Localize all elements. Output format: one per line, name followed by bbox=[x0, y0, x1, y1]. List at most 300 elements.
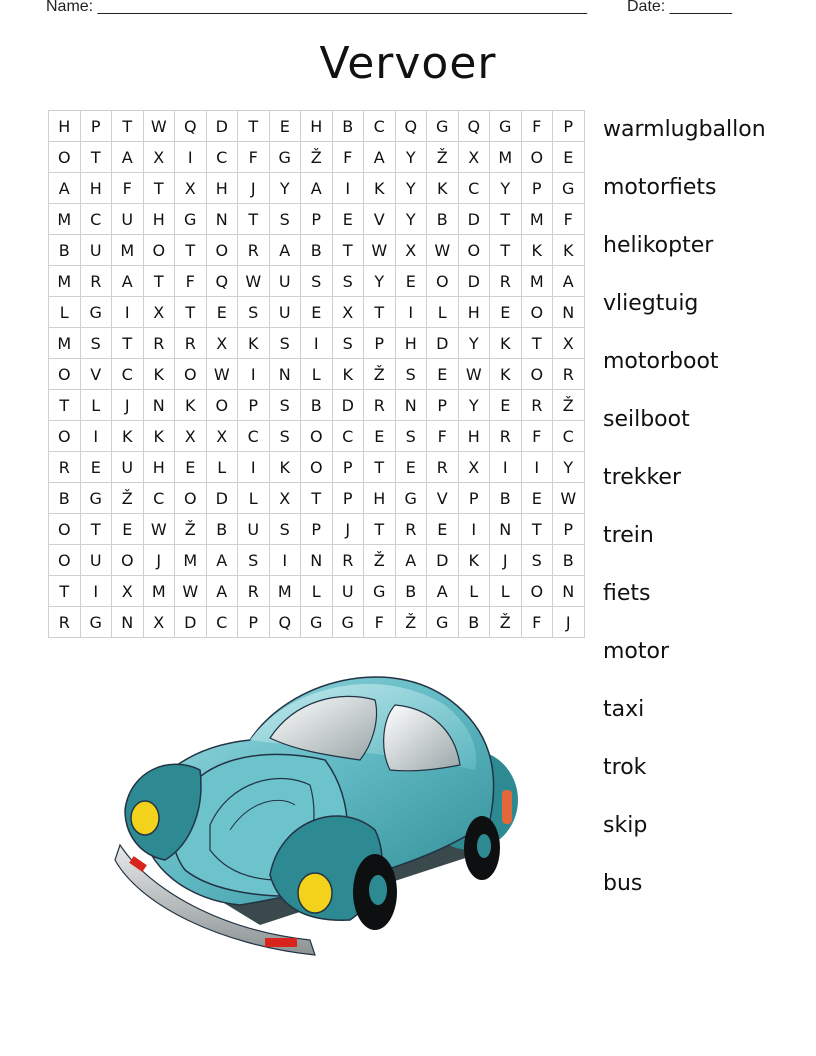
grid-cell: D bbox=[175, 607, 207, 638]
grid-cell: U bbox=[81, 235, 113, 266]
grid-cell: T bbox=[301, 483, 333, 514]
grid-cell: S bbox=[333, 328, 365, 359]
grid-cell: V bbox=[364, 204, 396, 235]
grid-cell: T bbox=[364, 297, 396, 328]
grid-cell: C bbox=[238, 421, 270, 452]
grid-cell: R bbox=[490, 421, 522, 452]
grid-cell: P bbox=[301, 514, 333, 545]
word-list-item: bus bbox=[603, 871, 643, 896]
grid-cell: O bbox=[522, 142, 554, 173]
grid-cell: V bbox=[81, 359, 113, 390]
grid-cell: P bbox=[333, 452, 365, 483]
grid-cell: C bbox=[207, 607, 239, 638]
grid-cell: T bbox=[522, 514, 554, 545]
grid-cell: J bbox=[553, 607, 585, 638]
grid-cell: E bbox=[301, 297, 333, 328]
grid-cell: Q bbox=[175, 111, 207, 142]
grid-cell: C bbox=[207, 142, 239, 173]
grid-cell: H bbox=[144, 452, 176, 483]
grid-cell: G bbox=[396, 483, 428, 514]
grid-cell: C bbox=[144, 483, 176, 514]
grid-cell: N bbox=[490, 514, 522, 545]
grid-cell: S bbox=[270, 328, 302, 359]
grid-cell: S bbox=[270, 514, 302, 545]
grid-cell: H bbox=[144, 204, 176, 235]
grid-cell: N bbox=[553, 576, 585, 607]
word-list-item: fiets bbox=[603, 581, 651, 606]
grid-cell: Q bbox=[459, 111, 491, 142]
grid-cell: O bbox=[175, 359, 207, 390]
grid-cell: M bbox=[522, 204, 554, 235]
grid-cell: W bbox=[364, 235, 396, 266]
grid-cell: X bbox=[207, 421, 239, 452]
grid-cell: T bbox=[81, 142, 113, 173]
grid-cell: A bbox=[396, 545, 428, 576]
grid-cell: H bbox=[459, 421, 491, 452]
grid-cell: I bbox=[270, 545, 302, 576]
grid-cell: T bbox=[175, 297, 207, 328]
grid-cell: W bbox=[144, 514, 176, 545]
grid-cell: O bbox=[144, 235, 176, 266]
grid-cell: R bbox=[333, 545, 365, 576]
grid-cell: H bbox=[301, 111, 333, 142]
grid-cell: T bbox=[144, 173, 176, 204]
grid-cell: O bbox=[175, 483, 207, 514]
grid-cell: X bbox=[396, 235, 428, 266]
grid-cell: P bbox=[238, 390, 270, 421]
grid-cell: R bbox=[49, 452, 81, 483]
grid-cell: S bbox=[270, 421, 302, 452]
grid-cell: K bbox=[364, 173, 396, 204]
grid-cell: T bbox=[112, 111, 144, 142]
grid-cell: I bbox=[175, 142, 207, 173]
word-search-grid bbox=[48, 110, 585, 638]
grid-cell: R bbox=[490, 266, 522, 297]
word-list-item: vliegtuig bbox=[603, 291, 699, 316]
grid-cell: I bbox=[459, 514, 491, 545]
grid-cell: X bbox=[333, 297, 365, 328]
grid-cell: T bbox=[364, 514, 396, 545]
grid-cell: K bbox=[459, 545, 491, 576]
grid-cell: M bbox=[49, 204, 81, 235]
grid-cell: H bbox=[459, 297, 491, 328]
grid-cell: B bbox=[49, 235, 81, 266]
grid-cell: A bbox=[270, 235, 302, 266]
grid-cell: T bbox=[49, 390, 81, 421]
grid-cell: K bbox=[333, 359, 365, 390]
grid-cell: O bbox=[49, 545, 81, 576]
grid-cell: N bbox=[396, 390, 428, 421]
grid-cell: E bbox=[270, 111, 302, 142]
grid-cell: P bbox=[553, 111, 585, 142]
grid-cell: O bbox=[207, 235, 239, 266]
grid-cell: Ž bbox=[175, 514, 207, 545]
grid-cell: U bbox=[112, 452, 144, 483]
grid-cell: I bbox=[522, 452, 554, 483]
grid-cell: F bbox=[522, 111, 554, 142]
grid-cell: K bbox=[144, 421, 176, 452]
grid-cell: P bbox=[364, 328, 396, 359]
grid-cell: R bbox=[49, 607, 81, 638]
grid-cell: I bbox=[238, 452, 270, 483]
grid-cell: T bbox=[522, 328, 554, 359]
grid-cell: R bbox=[144, 328, 176, 359]
grid-cell: W bbox=[459, 359, 491, 390]
grid-cell: O bbox=[49, 514, 81, 545]
grid-cell: S bbox=[396, 421, 428, 452]
grid-cell: A bbox=[207, 576, 239, 607]
grid-cell: K bbox=[144, 359, 176, 390]
grid-cell: L bbox=[301, 576, 333, 607]
grid-cell: N bbox=[553, 297, 585, 328]
grid-cell: G bbox=[427, 111, 459, 142]
grid-cell: S bbox=[270, 390, 302, 421]
grid-cell: Ž bbox=[112, 483, 144, 514]
grid-cell: S bbox=[396, 359, 428, 390]
grid-cell: G bbox=[490, 111, 522, 142]
grid-cell: C bbox=[81, 204, 113, 235]
grid-cell: K bbox=[427, 173, 459, 204]
grid-cell: O bbox=[207, 390, 239, 421]
grid-cell: Y bbox=[270, 173, 302, 204]
grid-cell: R bbox=[175, 328, 207, 359]
grid-cell: E bbox=[553, 142, 585, 173]
car-illustration bbox=[110, 660, 530, 960]
grid-cell: B bbox=[396, 576, 428, 607]
grid-cell: X bbox=[270, 483, 302, 514]
grid-cell: U bbox=[112, 204, 144, 235]
grid-cell: L bbox=[490, 576, 522, 607]
grid-cell: U bbox=[238, 514, 270, 545]
grid-cell: R bbox=[553, 359, 585, 390]
grid-cell: L bbox=[81, 390, 113, 421]
grid-cell: Ž bbox=[427, 142, 459, 173]
grid-cell: B bbox=[301, 235, 333, 266]
grid-cell: J bbox=[490, 545, 522, 576]
grid-cell: O bbox=[522, 576, 554, 607]
word-list-item: motorboot bbox=[603, 349, 719, 374]
grid-cell: B bbox=[333, 111, 365, 142]
grid-cell: P bbox=[333, 483, 365, 514]
grid-cell: T bbox=[490, 204, 522, 235]
grid-cell: W bbox=[175, 576, 207, 607]
grid-cell: Ž bbox=[553, 390, 585, 421]
grid-cell: F bbox=[238, 142, 270, 173]
grid-cell: D bbox=[459, 204, 491, 235]
grid-cell: X bbox=[112, 576, 144, 607]
grid-cell: G bbox=[175, 204, 207, 235]
grid-cell: F bbox=[333, 142, 365, 173]
grid-cell: G bbox=[553, 173, 585, 204]
grid-cell: T bbox=[238, 204, 270, 235]
grid-cell: M bbox=[49, 328, 81, 359]
grid-cell: J bbox=[333, 514, 365, 545]
grid-cell: T bbox=[238, 111, 270, 142]
grid-cell: K bbox=[522, 235, 554, 266]
grid-cell: Ž bbox=[396, 607, 428, 638]
grid-cell: G bbox=[427, 607, 459, 638]
grid-cell: X bbox=[459, 142, 491, 173]
grid-cell: M bbox=[522, 266, 554, 297]
grid-cell: J bbox=[238, 173, 270, 204]
grid-cell: O bbox=[522, 297, 554, 328]
grid-cell: Q bbox=[396, 111, 428, 142]
grid-cell: T bbox=[112, 328, 144, 359]
grid-cell: I bbox=[301, 328, 333, 359]
grid-cell: O bbox=[301, 421, 333, 452]
grid-cell: H bbox=[364, 483, 396, 514]
grid-cell: G bbox=[81, 483, 113, 514]
grid-cell: P bbox=[301, 204, 333, 235]
grid-cell: F bbox=[553, 204, 585, 235]
grid-cell: Y bbox=[459, 328, 491, 359]
grid-cell: S bbox=[301, 266, 333, 297]
grid-cell: S bbox=[238, 297, 270, 328]
word-list-item: motor bbox=[603, 639, 670, 664]
grid-cell: F bbox=[522, 607, 554, 638]
grid-cell: A bbox=[112, 142, 144, 173]
grid-cell: O bbox=[49, 421, 81, 452]
grid-cell: F bbox=[175, 266, 207, 297]
grid-cell: U bbox=[333, 576, 365, 607]
grid-cell: Ž bbox=[490, 607, 522, 638]
grid-cell: L bbox=[238, 483, 270, 514]
grid-cell: J bbox=[112, 390, 144, 421]
grid-cell: F bbox=[427, 421, 459, 452]
grid-cell: V bbox=[427, 483, 459, 514]
grid-cell: A bbox=[112, 266, 144, 297]
grid-cell: Y bbox=[396, 204, 428, 235]
grid-cell: D bbox=[459, 266, 491, 297]
grid-cell: Y bbox=[396, 173, 428, 204]
grid-cell: D bbox=[207, 111, 239, 142]
grid-cell: D bbox=[427, 328, 459, 359]
grid-cell: T bbox=[175, 235, 207, 266]
grid-cell: I bbox=[238, 359, 270, 390]
grid-cell: M bbox=[144, 576, 176, 607]
grid-cell: G bbox=[301, 607, 333, 638]
grid-cell: T bbox=[144, 266, 176, 297]
grid-cell: A bbox=[364, 142, 396, 173]
grid-cell: E bbox=[175, 452, 207, 483]
grid-cell: L bbox=[459, 576, 491, 607]
grid-cell: I bbox=[396, 297, 428, 328]
grid-cell: B bbox=[301, 390, 333, 421]
grid-cell: X bbox=[175, 421, 207, 452]
grid-cell: O bbox=[49, 142, 81, 173]
page-title: Vervoer bbox=[319, 38, 497, 89]
grid-cell: Ž bbox=[301, 142, 333, 173]
word-list-item: warmlugballon bbox=[603, 117, 766, 142]
grid-cell: O bbox=[301, 452, 333, 483]
grid-cell: N bbox=[270, 359, 302, 390]
grid-cell: T bbox=[364, 452, 396, 483]
grid-cell: S bbox=[238, 545, 270, 576]
grid-cell: H bbox=[49, 111, 81, 142]
grid-cell: R bbox=[427, 452, 459, 483]
grid-cell: O bbox=[522, 359, 554, 390]
word-list-item: motorfiets bbox=[603, 175, 717, 200]
grid-cell: X bbox=[207, 328, 239, 359]
grid-cell: A bbox=[427, 576, 459, 607]
grid-cell: P bbox=[81, 111, 113, 142]
grid-cell: O bbox=[459, 235, 491, 266]
grid-cell: K bbox=[490, 359, 522, 390]
grid-cell: H bbox=[81, 173, 113, 204]
grid-cell: G bbox=[270, 142, 302, 173]
grid-cell: K bbox=[175, 390, 207, 421]
word-list-item: taxi bbox=[603, 697, 645, 722]
grid-cell: O bbox=[49, 359, 81, 390]
grid-cell: Y bbox=[396, 142, 428, 173]
grid-cell: R bbox=[396, 514, 428, 545]
grid-cell: A bbox=[301, 173, 333, 204]
grid-cell: E bbox=[490, 297, 522, 328]
word-list-item: trein bbox=[603, 523, 654, 548]
grid-cell: P bbox=[238, 607, 270, 638]
grid-cell: W bbox=[427, 235, 459, 266]
grid-cell: P bbox=[427, 390, 459, 421]
grid-cell: I bbox=[112, 297, 144, 328]
grid-cell: Y bbox=[553, 452, 585, 483]
grid-cell: N bbox=[207, 204, 239, 235]
grid-cell: L bbox=[49, 297, 81, 328]
grid-cell: B bbox=[490, 483, 522, 514]
grid-cell: B bbox=[459, 607, 491, 638]
grid-cell: X bbox=[175, 173, 207, 204]
grid-cell: P bbox=[553, 514, 585, 545]
grid-cell: C bbox=[364, 111, 396, 142]
grid-cell: T bbox=[81, 514, 113, 545]
grid-cell: U bbox=[81, 545, 113, 576]
grid-cell: Ž bbox=[364, 359, 396, 390]
grid-cell: M bbox=[175, 545, 207, 576]
grid-cell: E bbox=[364, 421, 396, 452]
grid-cell: I bbox=[490, 452, 522, 483]
grid-cell: R bbox=[81, 266, 113, 297]
grid-cell: E bbox=[81, 452, 113, 483]
grid-cell: D bbox=[427, 545, 459, 576]
grid-cell: L bbox=[427, 297, 459, 328]
word-list bbox=[603, 112, 803, 924]
grid-cell: T bbox=[490, 235, 522, 266]
grid-cell: F bbox=[522, 421, 554, 452]
grid-cell: A bbox=[553, 266, 585, 297]
grid-cell: K bbox=[553, 235, 585, 266]
grid-cell: M bbox=[49, 266, 81, 297]
grid-cell: M bbox=[112, 235, 144, 266]
grid-cell: C bbox=[333, 421, 365, 452]
grid-cell: I bbox=[333, 173, 365, 204]
grid-cell: I bbox=[81, 421, 113, 452]
grid-cell: Q bbox=[270, 607, 302, 638]
grid-cell: H bbox=[396, 328, 428, 359]
word-list-item: helikopter bbox=[603, 233, 714, 258]
grid-cell: J bbox=[144, 545, 176, 576]
word-list-item: skip bbox=[603, 813, 648, 838]
grid-cell: Y bbox=[364, 266, 396, 297]
grid-cell: X bbox=[144, 142, 176, 173]
grid-cell: D bbox=[333, 390, 365, 421]
date-label: Date: _______ bbox=[627, 0, 732, 15]
grid-cell: W bbox=[207, 359, 239, 390]
grid-cell: Q bbox=[207, 266, 239, 297]
grid-cell: K bbox=[238, 328, 270, 359]
grid-cell: F bbox=[364, 607, 396, 638]
grid-cell: C bbox=[553, 421, 585, 452]
grid-cell: N bbox=[112, 607, 144, 638]
grid-cell: Ž bbox=[364, 545, 396, 576]
grid-cell: E bbox=[396, 266, 428, 297]
grid-cell: W bbox=[238, 266, 270, 297]
grid-cell: M bbox=[270, 576, 302, 607]
grid-cell: C bbox=[459, 173, 491, 204]
grid-cell: O bbox=[427, 266, 459, 297]
grid-cell: T bbox=[333, 235, 365, 266]
grid-cell: R bbox=[364, 390, 396, 421]
grid-cell: G bbox=[81, 607, 113, 638]
grid-cell: L bbox=[301, 359, 333, 390]
grid-cell: K bbox=[270, 452, 302, 483]
grid-cell: B bbox=[553, 545, 585, 576]
grid-cell: B bbox=[427, 204, 459, 235]
grid-cell: N bbox=[144, 390, 176, 421]
grid-cell: E bbox=[112, 514, 144, 545]
grid-cell: T bbox=[49, 576, 81, 607]
grid-cell: E bbox=[333, 204, 365, 235]
grid-cell: N bbox=[301, 545, 333, 576]
grid-cell: A bbox=[49, 173, 81, 204]
grid-cell: B bbox=[49, 483, 81, 514]
grid-cell: I bbox=[81, 576, 113, 607]
grid-cell: E bbox=[427, 514, 459, 545]
header-line bbox=[46, 0, 786, 18]
grid-cell: G bbox=[81, 297, 113, 328]
grid-cell: F bbox=[112, 173, 144, 204]
grid-cell: U bbox=[270, 266, 302, 297]
grid-cell: R bbox=[238, 576, 270, 607]
grid-cell: Y bbox=[459, 390, 491, 421]
grid-cell: S bbox=[270, 204, 302, 235]
name-label: Name: _______________________________________________________ bbox=[46, 0, 587, 15]
grid-cell: O bbox=[112, 545, 144, 576]
grid-cell: G bbox=[364, 576, 396, 607]
grid-cell: P bbox=[522, 173, 554, 204]
grid-cell: E bbox=[427, 359, 459, 390]
grid-cell: B bbox=[207, 514, 239, 545]
grid-cell: D bbox=[207, 483, 239, 514]
grid-cell: R bbox=[522, 390, 554, 421]
word-list-item: seilboot bbox=[603, 407, 690, 432]
grid-cell: X bbox=[459, 452, 491, 483]
grid-cell: X bbox=[553, 328, 585, 359]
word-list-item: trok bbox=[603, 755, 647, 780]
grid-cell: E bbox=[522, 483, 554, 514]
word-list-item: trekker bbox=[603, 465, 681, 490]
grid-cell: S bbox=[333, 266, 365, 297]
grid-cell: K bbox=[490, 328, 522, 359]
grid-cell: R bbox=[238, 235, 270, 266]
grid-cell: S bbox=[522, 545, 554, 576]
grid-cell: K bbox=[112, 421, 144, 452]
grid-cell: E bbox=[490, 390, 522, 421]
grid-cell: H bbox=[207, 173, 239, 204]
grid-cell: X bbox=[144, 607, 176, 638]
grid-cell: P bbox=[459, 483, 491, 514]
grid-cell: C bbox=[112, 359, 144, 390]
grid-cell: E bbox=[396, 452, 428, 483]
grid-cell: W bbox=[144, 111, 176, 142]
